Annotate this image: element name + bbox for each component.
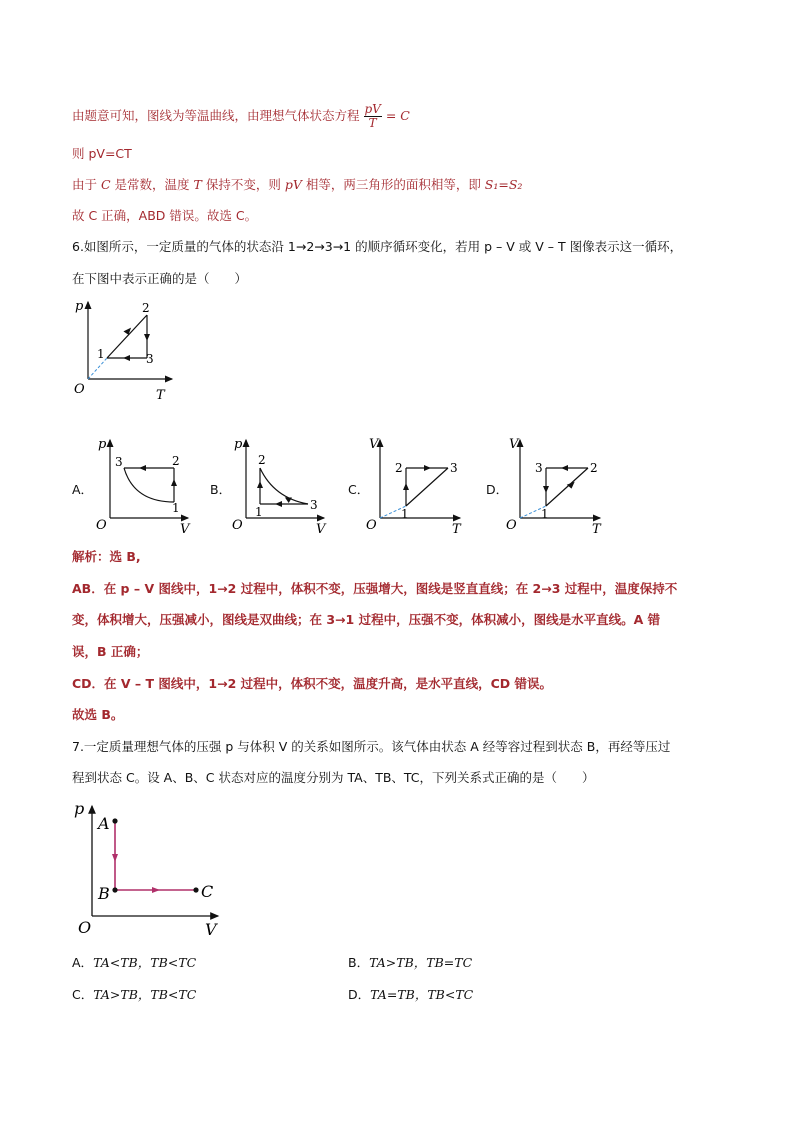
sol5-line3: 由于 C 是常数，温度 T 保持不变，则 pV 相等，两三角形的面积相等，即 S₁=S₂ <box>72 177 523 192</box>
svg-text:1: 1 <box>255 505 263 519</box>
point-b <box>112 887 117 892</box>
q6-option-c-label[interactable]: C． <box>348 482 370 497</box>
sol5-line1: 由题意可知，图线为等温曲线，由理想气体状态方程 $\frac{pV}{T}$ = C <box>72 102 410 130</box>
q6-option-d-label[interactable]: D． <box>486 482 509 497</box>
q6-option-b-label[interactable]: B． <box>210 482 232 497</box>
line-1-2 <box>546 468 588 506</box>
arrow-3-1 <box>123 355 130 361</box>
svg-text:T: T <box>452 522 461 534</box>
process-1-2 <box>107 315 147 358</box>
svg-text:2: 2 <box>258 453 266 467</box>
q6-option-c-figure[interactable] <box>366 432 466 534</box>
arrow-a-b <box>112 854 118 862</box>
q6-option-d-figure[interactable] <box>506 432 606 534</box>
svg-text:V: V <box>180 522 190 534</box>
svg-text:O: O <box>506 518 517 533</box>
svg-text:T: T <box>592 522 601 534</box>
q7-stem-line1: 7.一定质量理想气体的压强 p 与体积 V 的关系如图所示。该气体由状态 A 经等容过程到状态 B，再经等压过 <box>72 739 671 754</box>
svg-text:3: 3 <box>115 455 123 469</box>
q7-pv-figure <box>68 796 228 940</box>
svg-text:1: 1 <box>401 507 409 521</box>
q6-explanation-line1: AB．在 p – V 图线中，1→2 过程中，体积不变，压强增大，图线是竖直直线；在 2→3 过程中，温度保持不 <box>72 581 678 596</box>
origin-label: O <box>78 918 92 937</box>
label-b: B <box>98 884 110 903</box>
svg-text:2: 2 <box>172 454 180 468</box>
svg-text:p: p <box>234 437 243 452</box>
q6-stem-line1: 6.如图所示，一定质量的气体的状态沿 1→2→3→1 的顺序循环变化，若用 p – V 或 V – T 图像表示这一循环， <box>72 239 683 254</box>
point-label-3: 3 <box>146 352 154 366</box>
svg-text:2: 2 <box>395 461 403 475</box>
svg-text:V: V <box>369 437 379 452</box>
label-a: A <box>98 814 110 833</box>
arrow-b-c <box>152 887 160 893</box>
axis-label-t: T <box>156 388 165 403</box>
q6-stem-line2: 在下图中表示正确的是（ ） <box>72 271 248 286</box>
svg-text:1: 1 <box>172 501 180 515</box>
point-label-1: 1 <box>97 347 105 361</box>
svg-text:O: O <box>96 518 107 533</box>
svg-text:p: p <box>98 437 107 452</box>
svg-text:3: 3 <box>450 461 458 475</box>
origin-label: O <box>74 382 85 397</box>
point-label-2: 2 <box>142 301 150 315</box>
q6-explanation-line2: 变，体积增大，压强减小，图线是双曲线；在 3→1 过程中，压强不变，体积减小，图线是水平直线。A 错 <box>72 612 661 627</box>
axis-label-v: V <box>205 920 217 939</box>
q6-explanation-line4: CD．在 V – T 图线中，1→2 过程中，体积不变，温度升高，是水平直线，CD 错误。 <box>72 676 553 691</box>
line-3-1 <box>406 468 448 506</box>
sol5-line4: 故 C 正确，ABD 错误。故选 C。 <box>72 208 258 223</box>
ideal-gas-fraction: $\frac{pV}{T}$ <box>364 102 381 130</box>
point-c <box>193 887 198 892</box>
q7-option-d[interactable]: D．TA=TB，TB<TC <box>348 987 474 1002</box>
extension-dashed-line <box>88 358 107 379</box>
svg-text:3: 3 <box>535 461 543 475</box>
svg-text:2: 2 <box>590 461 598 475</box>
q6-option-b-figure[interactable] <box>230 432 330 534</box>
axis-label-p: p <box>74 799 85 818</box>
svg-text:3: 3 <box>310 498 318 512</box>
svg-text:V: V <box>509 437 519 452</box>
q6-answer: 解析：选 B, <box>72 549 141 564</box>
q7-option-c[interactable]: C．TA>TB，TB<TC <box>72 987 197 1002</box>
svg-text:O: O <box>366 518 377 533</box>
axis-label-p: p <box>75 299 84 314</box>
q6-explanation-line3: 误，B 正确； <box>72 644 149 659</box>
curve-3-1 <box>124 468 174 502</box>
q6-conclusion: 故选 B。 <box>72 707 124 722</box>
q7-option-b[interactable]: B．TA>TB，TB=TC <box>348 955 473 970</box>
point-a <box>112 818 117 823</box>
curve-2-3 <box>260 468 308 504</box>
label-c: C <box>201 882 214 901</box>
svg-text:1: 1 <box>541 507 549 521</box>
svg-text:V: V <box>316 522 326 534</box>
q6-option-a-label[interactable]: A． <box>72 482 94 497</box>
q6-option-a-figure[interactable] <box>94 432 194 534</box>
arrow-2-3 <box>144 334 150 341</box>
q6-main-figure <box>70 296 180 404</box>
svg-text:O: O <box>232 518 243 533</box>
q7-stem-line2: 程到状态 C。设 A、B、C 状态对应的温度分别为 TA、TB、TC，下列关系式正确的是（ ） <box>72 770 595 785</box>
sol5-line2: 则 pV=CT <box>72 146 132 161</box>
q7-option-a[interactable]: A．TA<TB，TB<TC <box>72 955 197 970</box>
